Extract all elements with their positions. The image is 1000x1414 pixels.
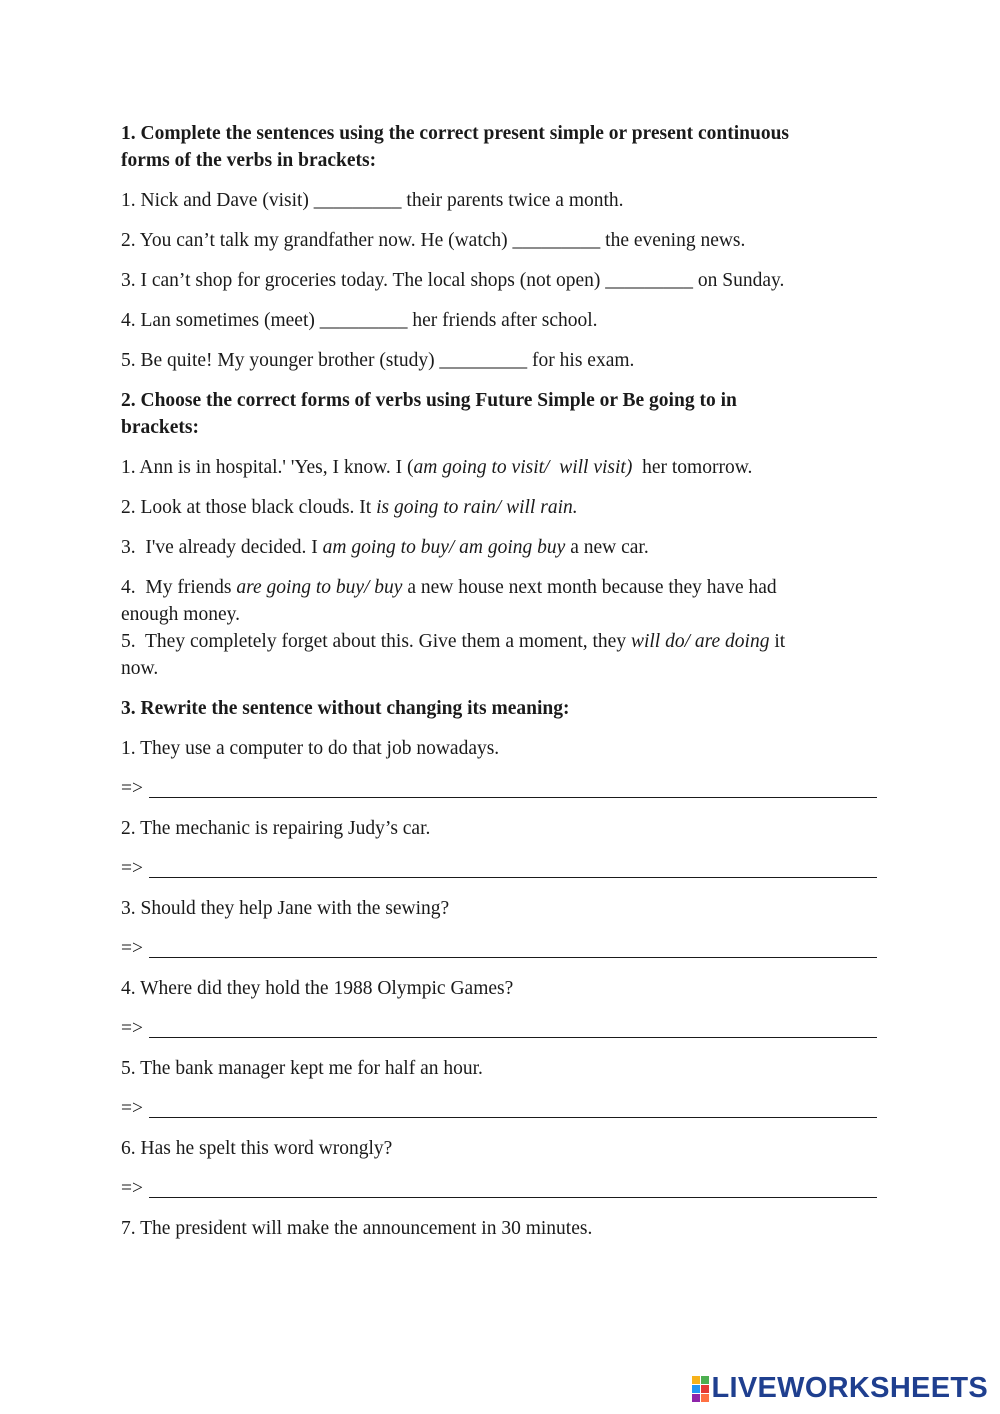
answer-line[interactable] [121, 1175, 877, 1202]
section-1-item: 4. Lan sometimes (meet) _________ her friends after school. [121, 310, 598, 331]
section-2-item-3: 3. I've already decided. I am going to buy/ am going buy a new car. [121, 537, 649, 558]
section-1-item: 1. Nick and Dave (visit) _________ their parents twice a month. [121, 190, 624, 211]
arrow-label: => [121, 858, 143, 879]
answer-blank[interactable] [149, 1176, 877, 1198]
verb-options: am going to visit/ will visit) [413, 457, 633, 478]
answer-line[interactable] [121, 1015, 877, 1042]
section-1-heading: 1. Complete the sentences using the correct present simple or present continuous forms of the verbs in brackets: [121, 123, 789, 171]
logo-square [701, 1376, 709, 1384]
answer-blank[interactable] [149, 936, 877, 958]
rewrite-prompt: 2. The mechanic is repairing Judy’s car. [121, 818, 431, 839]
answer-line[interactable] [121, 1095, 877, 1122]
section-3-heading: 3. Rewrite the sentence without changing its meaning: [121, 698, 570, 719]
section-2-item-5: 5. They completely forget about this. Give them a moment, they will do/ are doing it now. [121, 631, 786, 679]
arrow-label: => [121, 1018, 143, 1039]
verb-options: will do/ are doing [630, 631, 770, 652]
section-2-item-4: 4. My friends are going to buy/ buy a new house next month because they have had enough money. [121, 577, 777, 625]
logo-square [692, 1376, 700, 1384]
section-2-heading: 2. Choose the correct forms of verbs using Future Simple or Be going to in brackets: [121, 390, 737, 438]
answer-blank[interactable] [149, 1016, 877, 1038]
answer-line[interactable] [121, 775, 877, 802]
rewrite-prompt: 6. Has he spelt this word wrongly? [121, 1138, 393, 1159]
verb-options: am going to buy/ am going buy [322, 537, 566, 558]
rewrite-prompt: 1. They use a computer to do that job nowadays. [121, 738, 500, 759]
logo-square [701, 1385, 709, 1393]
arrow-label: => [121, 1178, 143, 1199]
section-2-item-2: 2. Look at those black clouds. It is going to rain/ will rain. [121, 497, 578, 518]
logo-text: LIVEWORKSHEETS [711, 1372, 988, 1404]
arrow-label: => [121, 938, 143, 959]
worksheet [121, 120, 877, 1242]
section-1-item: 5. Be quite! My younger brother (study) _________ for his exam. [121, 350, 635, 371]
logo-square [701, 1394, 709, 1402]
answer-line[interactable] [121, 935, 877, 962]
arrow-label: => [121, 778, 143, 799]
verb-options: is going to rain/ will rain. [376, 497, 578, 518]
answer-line[interactable] [121, 855, 877, 882]
answer-blank[interactable] [149, 1096, 877, 1118]
section-1-item: 2. You can’t talk my grandfather now. He (watch) _________ the evening news. [121, 230, 746, 251]
liveworksheets-logo-icon [692, 1376, 709, 1402]
rewrite-prompt: 3. Should they help Jane with the sewing? [121, 898, 450, 919]
rewrite-prompt: 5. The bank manager kept me for half an hour. [121, 1058, 483, 1079]
verb-options: are going to buy/ buy [236, 577, 403, 598]
answer-blank[interactable] [149, 856, 877, 878]
rewrite-prompt: 4. Where did they hold the 1988 Olympic Games? [121, 978, 514, 999]
answer-blank[interactable] [149, 776, 877, 798]
logo-square [692, 1394, 700, 1402]
liveworksheets-logo [692, 1372, 989, 1405]
section-2-item-1: 1. Ann is in hospital.' 'Yes, I know. I (am going to visit/ will visit) her tomorrow. [121, 457, 753, 478]
logo-square [692, 1385, 700, 1393]
section-1-item: 3. I can’t shop for groceries today. The local shops (not open) _________ on Sunday. [121, 270, 785, 291]
rewrite-prompt: 7. The president will make the announcement in 30 minutes. [121, 1218, 593, 1239]
arrow-label: => [121, 1098, 143, 1119]
